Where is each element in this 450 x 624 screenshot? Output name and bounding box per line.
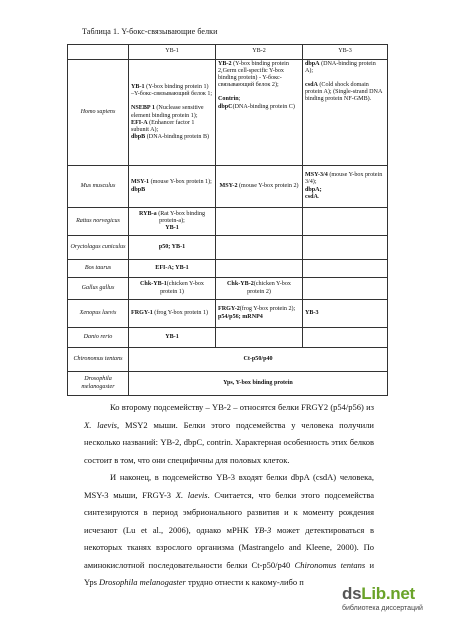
cell-yb3: YB-3 [303, 300, 388, 328]
header-yb3: YB-3 [303, 45, 388, 60]
species-name: Bos taurus [68, 260, 129, 278]
table-row-drosophila-melanogaster [68, 372, 388, 396]
cell-yb1: Chk-YB-1(chicken Y-box protein 1) [129, 278, 216, 300]
table-row-mus-musculus [68, 166, 388, 208]
table-row-chironomus-tentans [68, 348, 388, 372]
table-row-homo-sapiens [68, 60, 388, 166]
cell-yb2: MSY-2 (mouse Y-box protein 2) [216, 166, 303, 208]
header-yb2: YB-2 [216, 45, 303, 60]
species-name: Mus musculus [68, 166, 129, 208]
cell-yb2: YB-2 (Y-box binding protein 2,Germ cell-specific Y-box binding protein) - Y-бокс-связывающий белок 2); Contrin; dbpC(DNA-binding protein C) [216, 60, 303, 166]
header-empty [68, 45, 129, 60]
cell-all-subfamilies: Ct-p50/p40 [129, 348, 388, 372]
cell-yb2 [216, 208, 303, 236]
cell-yb1: EFI-A; YB-1 [129, 260, 216, 278]
header-yb1: YB-1 [129, 45, 216, 60]
cell-yb1: FRGY-1 (frog Y-box protein 1) [129, 300, 216, 328]
species-name: Rattus norvegicus [68, 208, 129, 236]
cell-yb1: YB-1 (Y-box binding protein 1) –Y-бокс-связывающий белок 1; NSEBP 1 (Nuclease sensitive element binding protein 1); EFI-A (Enhancer factor 1 subunit A); dbpB (DNA-binding protein B) [129, 60, 216, 166]
species-name: Homo sapiens [68, 60, 129, 166]
species-name: Oryctolagus cuniculus [68, 236, 129, 260]
dslib-watermark [342, 584, 446, 620]
table-row-gallus-gallus [68, 278, 388, 300]
paragraph-yb2: Ко второму подсемейству – YB-2 – относятся белки FRGY2 (p54/p56) из X. laevis, MSY2 мыши. Белки этого подсемейства у человека получили несколько названий: YB-2, dbpC, contrin. Характерная особенность этих белков состоит в том, что они специфичны для половых клеток. [84, 402, 374, 465]
table-row-bos-taurus [68, 260, 388, 278]
cell-yb3 [303, 278, 388, 300]
cell-yb1: RYB-a (Rat Y-box binding protein-a); YB-1 [129, 208, 216, 236]
species-name: Danio rerio [68, 328, 129, 348]
cell-yb2 [216, 260, 303, 278]
cell-yb3 [303, 208, 388, 236]
dslib-logo: dsLib.net [342, 584, 415, 603]
species-name: Drosophila melanogaster [68, 372, 129, 396]
cell-yb3: MSY-3/4 (mouse Y-box protein 3/4); dbpA; csdA. [303, 166, 388, 208]
cell-all-subfamilies: Yps, Y-box binding protein [129, 372, 388, 396]
cell-yb1: p50; YB-1 [129, 236, 216, 260]
cell-yb2: Chk-YB-2(chicken Y-box protein 2) [216, 278, 303, 300]
cell-yb2: FRGY-2(frog Y-box protein 2); p54/p56; mRNP4 [216, 300, 303, 328]
cell-yb2 [216, 328, 303, 348]
yb-proteins-table [67, 44, 388, 396]
table-header-row [68, 45, 388, 60]
cell-yb1: MSY-1 (mouse Y-box protein 1); dbpB [129, 166, 216, 208]
cell-yb2 [216, 236, 303, 260]
species-name: Gallus gallus [68, 278, 129, 300]
cell-yb3 [303, 260, 388, 278]
species-name: Chironomus tentans [68, 348, 129, 372]
species-name: Xenopus laevis [68, 300, 129, 328]
table-row-rattus-norvegicus [68, 208, 388, 236]
cell-yb3 [303, 328, 388, 348]
cell-yb3 [303, 236, 388, 260]
cell-yb3: dbpA (DNA-binding protein A); csdA (Cold shock domain protein A); (Single-strand DNA binding protein NF-GMB). [303, 60, 388, 166]
table-row-xenopus-laevis [68, 300, 388, 328]
table-row-danio-rerio [68, 328, 388, 348]
cell-yb1: YB-1 [129, 328, 216, 348]
paragraph-yb3: И наконец, в подсемейство YB-3 входят белки dbpA (csdA) человека, MSY-3 мыши, FRGY-3 X. laevis. Считается, что белки этого подсемейства синтезируются в период эмбрионального развития и к моменту рождения исчезают (Lu et al., 2006), однако мРНК YB-3 может детектироваться в некоторых тканях взрослого организма (Mastrangelo and Kleene, 2000). По аминокислотной последовательности белки Ct-p50/p40 Chironomus tentans и Yps Drosophila melanogaster трудно отнести к какому-либо п [84, 472, 374, 587]
table-row-oryctolagus-cuniculus [68, 236, 388, 260]
table-caption: Таблица 1. Y-бокс-связывающие белки [82, 27, 218, 36]
dslib-tagline: библиотека диссертаций [342, 605, 423, 612]
